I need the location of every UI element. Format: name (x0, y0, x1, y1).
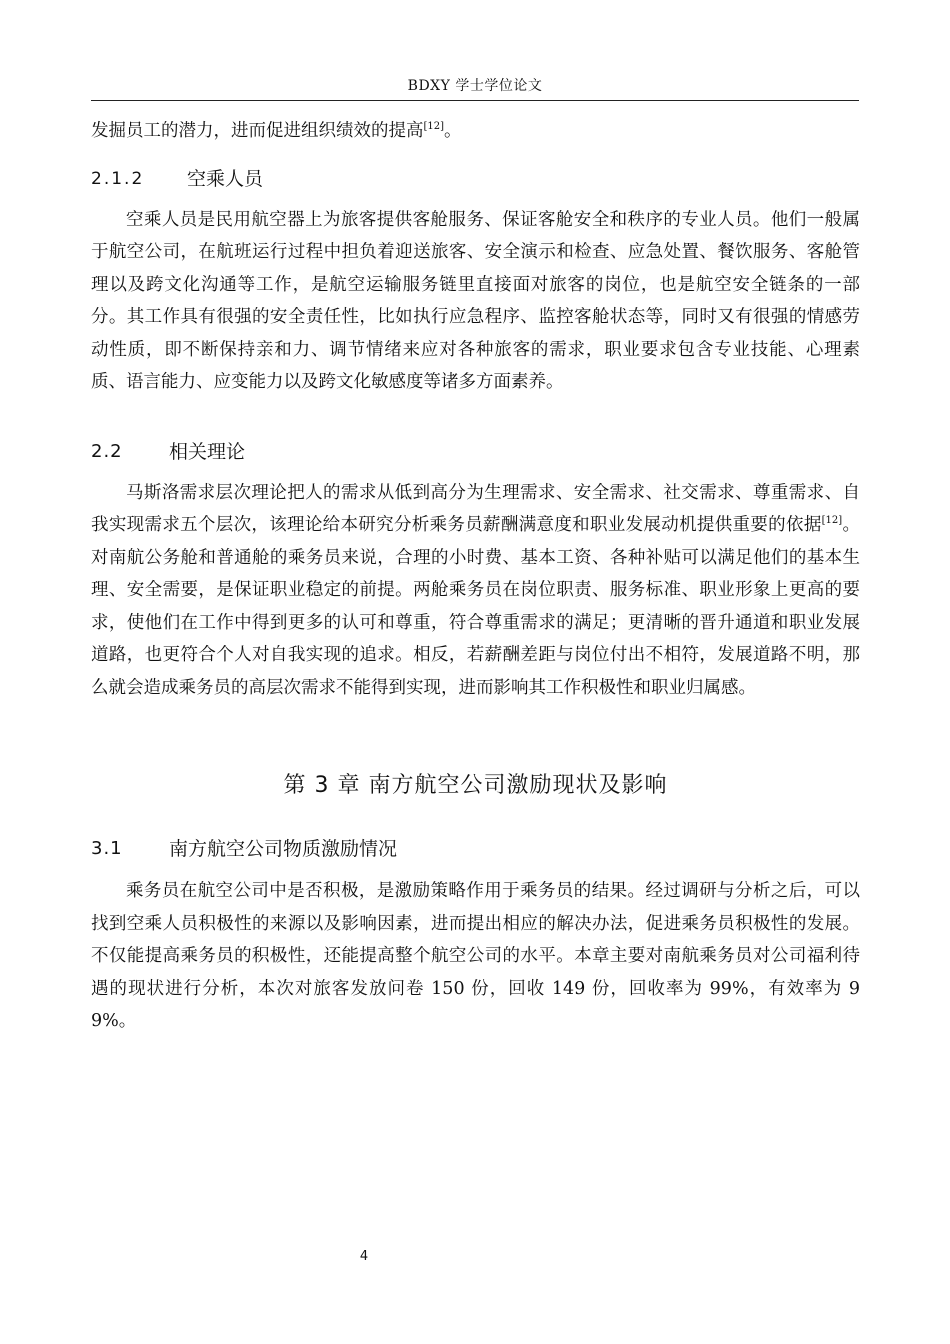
section-number: 3.1 (91, 838, 123, 859)
page-body (91, 115, 860, 1038)
paragraph-text: 。对南航公务舱和普通舱的乘务员来说，合理的小时费、基本工资、各种补贴可以满足他们的基本生理、安全需要，是保证职业稳定的前提。两舱乘务员在岗位职责、服务标准、职业形象上更高的要求，使他们在工作中得到更多的认可和尊重，符合尊重需求的满足；更清晰的晋升通道和职业发展道路，也更符合个人对自我实现的追求。相反，若薪酬差距与岗位付出不相符，发展道路不明，那么就会造成乘务员的高层次需求不能得到实现，进而影响其工作积极性和职业归属感。 (91, 515, 861, 698)
section-number: 2.2 (91, 440, 123, 462)
paragraph-maslow-theory (91, 477, 860, 705)
section-number: 2.1.2 (91, 168, 145, 189)
section-heading-3-1 (91, 835, 860, 863)
section-title: 空乘人员 (187, 167, 264, 190)
running-header: BDXY 学士学位论文 (407, 78, 543, 94)
paragraph-text: 发掘员工的潜力，进而促进组织绩效的提高 (91, 121, 424, 141)
paragraph-tail: 。 (444, 121, 462, 141)
paragraph-cabin-crew: 空乘人员是民用航空器上为旅客提供客舱服务、保证客舱安全和秩序的专业人员。他们一般属于航空公司，在航班运行过程中担负着迎送旅客、安全演示和检查、应急处置、餐饮服务、客舱管理以及跨文化沟通等工作，是航空运输服务链里直接面对旅客的岗位，也是航空安全链条的一部分。其工作具有很强的安全责任性，比如执行应急程序、监控客舱状态等，同时又有很强的情感劳动性质，即不断保持亲和力、调节情绪来应对各种旅客的需求，职业要求包含专业技能、心理素质、语言能力、应变能力以及跨文化敏感度等诸多方面素养。 (91, 209, 860, 392)
section-heading-2-2 (91, 438, 860, 466)
paragraph-continuation (91, 115, 860, 148)
citation: [12] (423, 121, 445, 133)
section-title: 相关理论 (169, 440, 246, 463)
paragraph-text: 马斯洛需求层次理论把人的需求从低到高分为生理需求、安全需求、社交需求、尊重需求、自我实现需求五个层次，该理论给本研究分析乘务员薪酬满意度和职业发展动机提供重要的依据 (91, 482, 860, 535)
header-divider (91, 100, 859, 101)
chapter-title: 第 3 章 南方航空公司激励现状及影响 (283, 773, 668, 798)
page-number: 4 (359, 1249, 369, 1264)
citation: [12] (821, 515, 843, 527)
section-heading-2-1-2 (91, 165, 860, 193)
paragraph-material-incentive: 乘务员在航空公司中是否积极，是激励策略作用于乘务员的结果。经过调研与分析之后，可以找到空乘人员积极性的来源以及影响因素，进而提出相应的解决办法，促进乘务员积极性的发展。不仅能提高乘务员的积极性，还能提高整个航空公司的水平。本章主要对南航乘务员对公司福利待遇的现状进行分析，本次对旅客发放问卷 150 份，回收 149 份，回收率为 99%，有效率为 99%。 (91, 881, 860, 1031)
section-title: 南方航空公司物质激励情况 (169, 838, 398, 860)
